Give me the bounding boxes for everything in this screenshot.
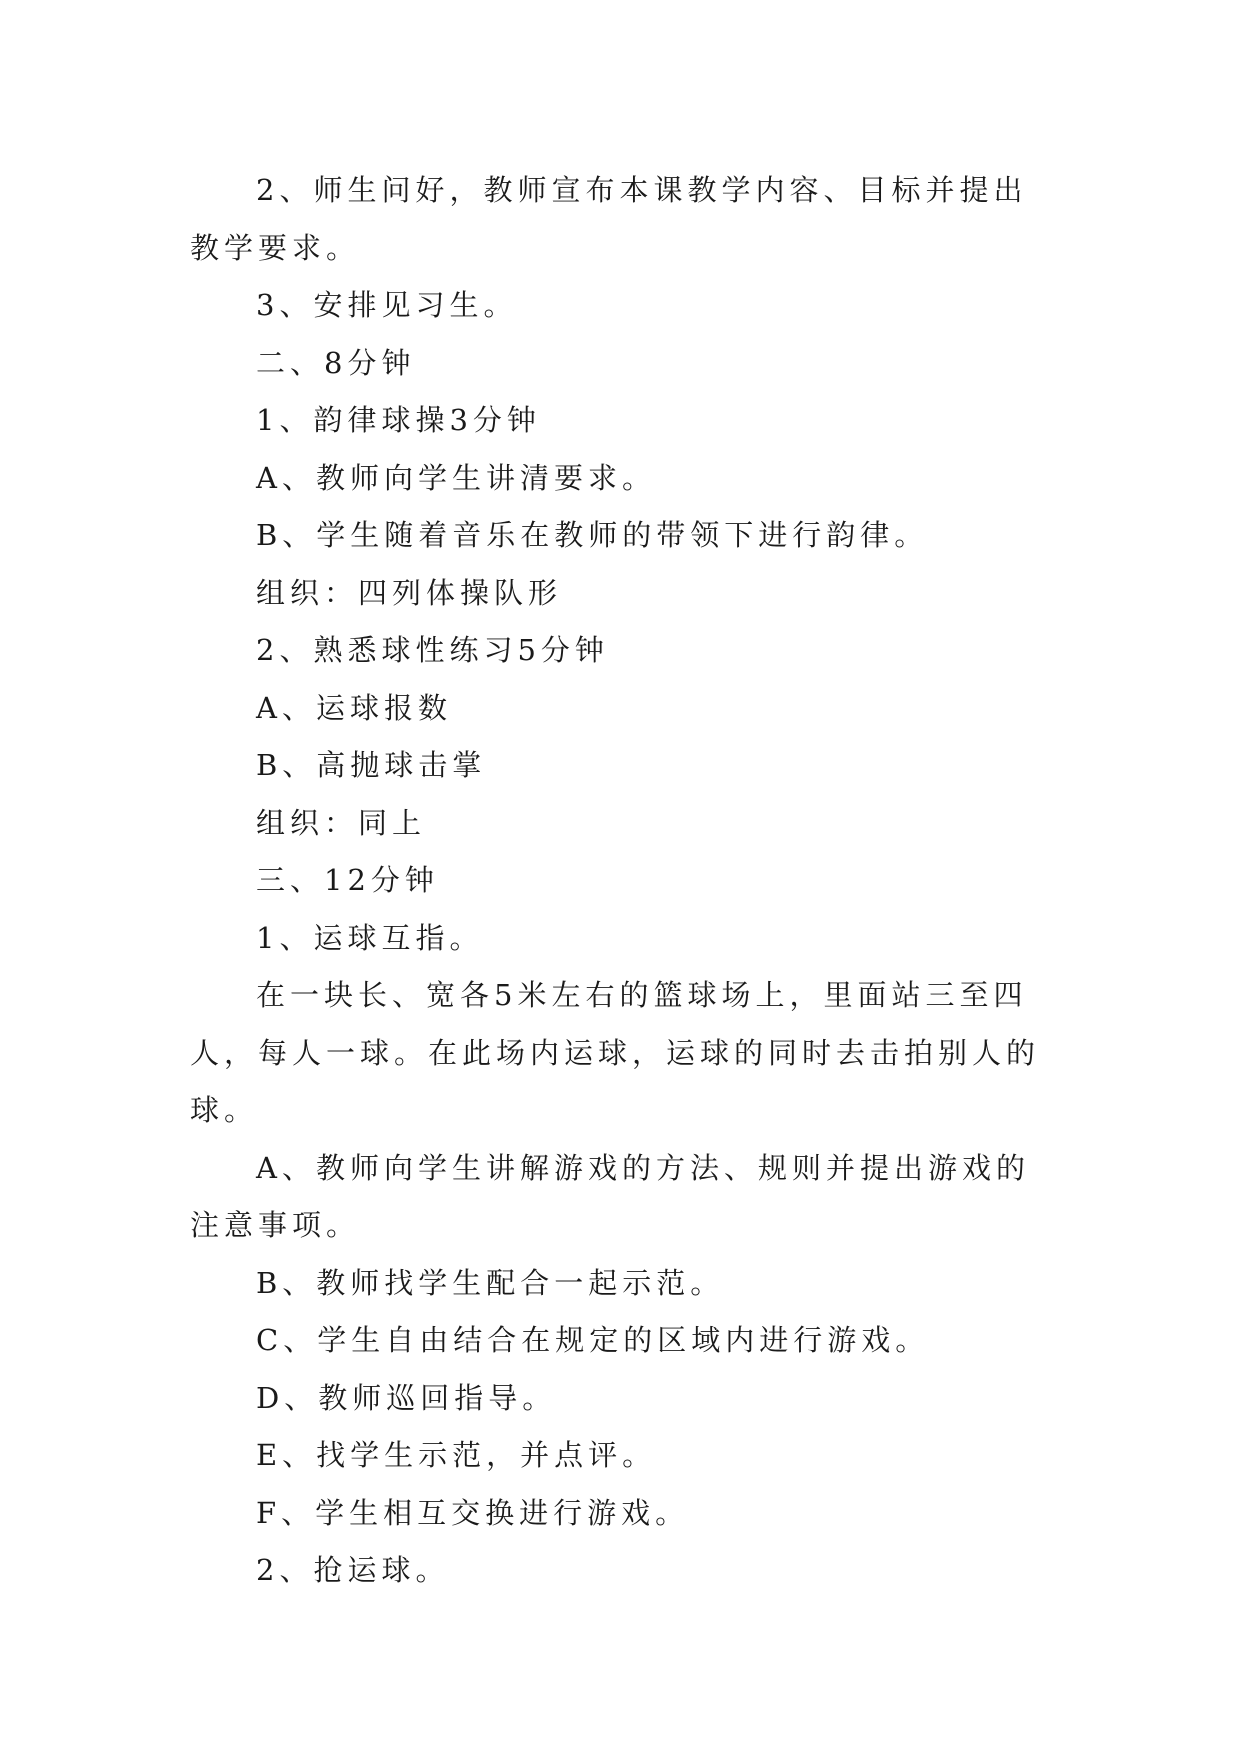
paragraph: 组织：四列体操队形 [256,575,563,610]
document-body [190,162,1045,1600]
paragraph: 2、师生问好，教师宣布本课教学内容、目标并提出教学要求。 [190,173,1028,265]
paragraph: 1、韵律球操3分钟 [256,403,541,437]
paragraph: 3、安排见习生。 [256,288,518,322]
section-heading: 三、12分钟 [256,863,439,897]
paragraph: A、教师向学生讲解游戏的方法、规则并提出游戏的注意事项。 [190,1150,1030,1242]
paragraph: C、学生自由结合在规定的区域内进行游戏。 [256,1323,930,1357]
paragraph: B、教师找学生配合一起示范。 [256,1265,725,1300]
paragraph: B、学生随着音乐在教师的带领下进行韵律。 [256,518,929,552]
paragraph: F、学生相互交换进行游戏。 [256,1495,690,1530]
paragraph: 在一块长、宽各5米左右的篮球场上，里面站三至四人，每人一球。在此场内运球，运球的同时去击拍别人的球。 [190,978,1041,1127]
paragraph: 1、运球互指。 [256,920,484,955]
paragraph: E、找学生示范，并点评。 [256,1438,657,1472]
paragraph: B、高抛球击掌 [256,748,487,782]
paragraph: 组织：同上 [256,805,427,840]
paragraph: D、教师巡回指导。 [256,1380,557,1415]
paragraph: 2、抢运球。 [256,1553,450,1587]
paragraph: A、教师向学生讲清要求。 [256,460,656,495]
section-heading: 二、8分钟 [256,345,416,380]
paragraph: 2、熟悉球性练习5分钟 [256,633,609,667]
paragraph: A、运球报数 [256,690,452,725]
